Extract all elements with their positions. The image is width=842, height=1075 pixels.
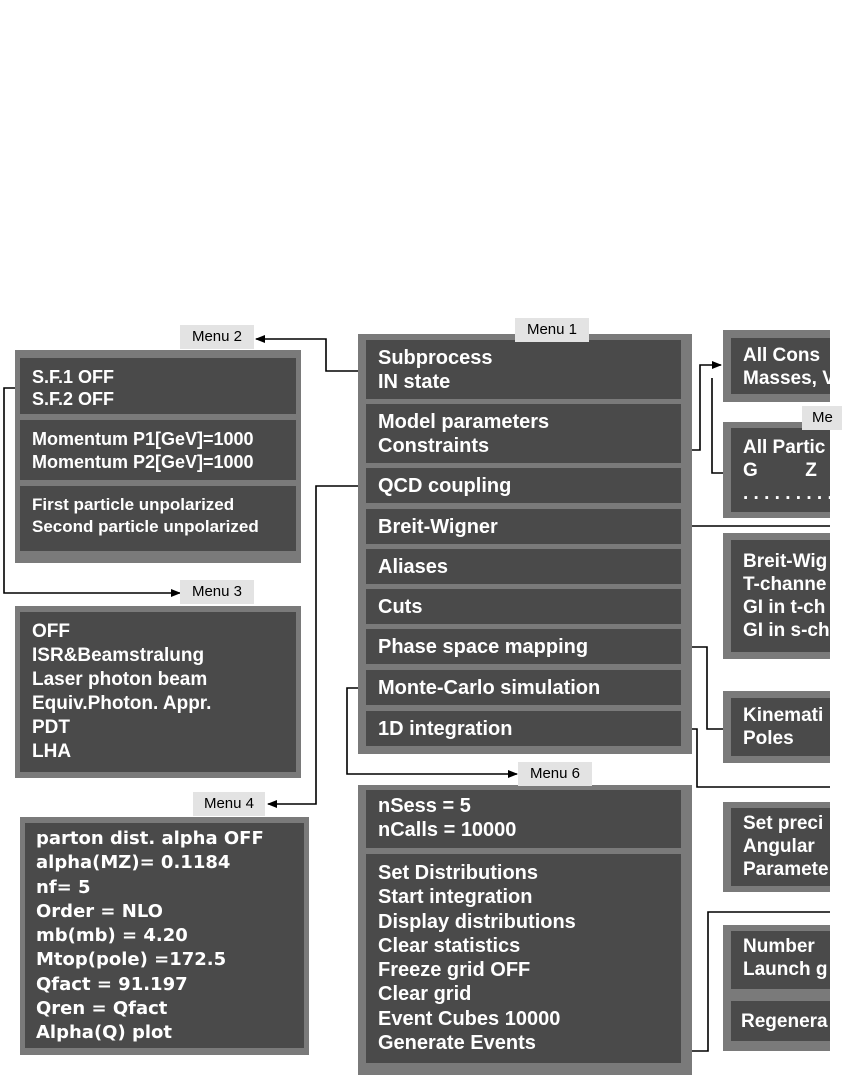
regenerate-item[interactable]: Regenera xyxy=(741,1011,828,1032)
menu3-item-equiv-photon[interactable]: Equiv.Photon. Appr. xyxy=(32,693,212,714)
menu1-item-cuts[interactable]: Cuts xyxy=(366,589,681,624)
constraints-label[interactable]: Constraints xyxy=(378,435,490,457)
set-distributions-item[interactable]: Set Distributions xyxy=(378,862,539,884)
kinematics-box[interactable] xyxy=(731,698,830,756)
menu1-item-breit-wigner[interactable]: Breit-Wigner xyxy=(366,509,681,544)
menu1-item-1d-integration[interactable]: 1D integration xyxy=(366,711,681,746)
menu4-item-alpha-mz[interactable]: alpha(MZ)= 0.1184 xyxy=(36,852,231,874)
menu4-item-qfact[interactable]: Qfact = 91.197 xyxy=(36,973,188,995)
particles-box[interactable] xyxy=(731,428,833,512)
all-constraints-item[interactable]: All Cons xyxy=(743,345,821,366)
generate-events-item[interactable]: Generate Events xyxy=(378,1032,536,1055)
menu6-actions-section[interactable] xyxy=(366,854,681,1063)
display-distributions-item[interactable]: Display distributions xyxy=(378,910,576,933)
model-parameters-label[interactable]: Model parameters xyxy=(378,411,550,433)
menu1-item-qcd-coupling[interactable]: QCD coupling xyxy=(366,468,681,503)
menu6-session-section[interactable] xyxy=(366,790,681,848)
set-precision-item[interactable]: Set preci xyxy=(743,813,824,834)
precision-box[interactable] xyxy=(731,808,830,886)
masses-item[interactable]: Masses, V xyxy=(743,368,835,389)
all-particles-item[interactable]: All Partic xyxy=(743,437,826,458)
breit-box[interactable] xyxy=(731,540,830,652)
menu1-item-model-parameters[interactable] xyxy=(366,404,681,463)
menu3-label: Menu 3 xyxy=(180,580,254,604)
momentum-p1-item[interactable]: Momentum P1[GeV]=1000 xyxy=(32,429,254,449)
menu3-item-lha[interactable]: LHA xyxy=(32,741,72,762)
menu4-item-mb[interactable]: mb(mb) = 4.20 xyxy=(36,925,188,947)
menu4-item-qren[interactable]: Qren = Qfact xyxy=(36,998,168,1020)
sf1-item[interactable]: S.F.1 OFF xyxy=(32,367,115,387)
menu3-item-isr[interactable]: ISR&Beamstralung xyxy=(32,645,205,666)
regenerate-box[interactable] xyxy=(731,1001,830,1041)
t-channel-item[interactable]: T-channe xyxy=(743,574,827,595)
event-cubes-item[interactable]: Event Cubes 10000 xyxy=(378,1007,561,1030)
menu1-label: Menu 1 xyxy=(515,318,589,342)
menu3-list[interactable] xyxy=(20,612,296,772)
poles-item[interactable]: Poles xyxy=(743,728,794,749)
menu5-label: Me xyxy=(802,406,842,430)
in-state-label[interactable]: IN state xyxy=(378,371,451,393)
constraints-box[interactable] xyxy=(731,338,835,394)
menu3-item-laser[interactable]: Laser photon beam xyxy=(32,669,208,690)
menu4-item-parton-dist[interactable]: parton dist. alpha OFF xyxy=(36,828,264,849)
angular-item[interactable]: Angular xyxy=(743,836,815,857)
menu2-sf-section[interactable] xyxy=(20,358,296,414)
menu6-label: Menu 6 xyxy=(518,762,592,786)
ncalls-item[interactable]: nCalls = 10000 xyxy=(378,819,517,841)
clear-grid-item[interactable]: Clear grid xyxy=(378,983,472,1006)
menu4-item-nf[interactable]: nf= 5 xyxy=(36,876,91,898)
parameters-item[interactable]: Paramete xyxy=(743,859,829,880)
number-box[interactable] xyxy=(731,931,830,989)
breit-wigner-item[interactable]: Breit-Wig xyxy=(743,551,828,572)
kinematics-item[interactable]: Kinemati xyxy=(743,705,824,726)
particles-dots-item: . . . . . . . . . xyxy=(743,483,833,504)
menu1-item-subprocess[interactable] xyxy=(366,340,681,399)
menu3-item-off[interactable]: OFF xyxy=(32,621,70,642)
menu3-item-pdt[interactable]: PDT xyxy=(32,717,70,738)
gi-s-channel-item[interactable]: GI in s-ch xyxy=(743,620,830,641)
menu4-list[interactable] xyxy=(25,823,304,1048)
menu2-momentum-section[interactable] xyxy=(20,420,296,480)
start-integration-item[interactable]: Start integration xyxy=(378,886,533,909)
gi-t-channel-item[interactable]: GI in t-ch xyxy=(743,597,826,618)
clear-statistics-item[interactable]: Clear statistics xyxy=(378,934,521,957)
menu1-item-monte-carlo[interactable]: Monte-Carlo simulation xyxy=(366,670,681,705)
menu4-item-alpha-plot[interactable]: Alpha(Q) plot xyxy=(36,1022,172,1044)
menu4-label: Menu 4 xyxy=(193,792,265,816)
momentum-p2-item[interactable]: Momentum P2[GeV]=1000 xyxy=(32,452,254,472)
sf2-item[interactable]: S.F.2 OFF xyxy=(32,389,115,409)
number-item[interactable]: Number xyxy=(743,936,815,957)
menu4-item-order[interactable]: Order = NLO xyxy=(36,900,163,922)
nsess-item[interactable]: nSess = 5 xyxy=(378,795,471,817)
menu1-item-phase-space-mapping[interactable]: Phase space mapping xyxy=(366,629,681,664)
menu4-item-mtop[interactable]: Mtop(pole) =172.5 xyxy=(36,949,227,971)
first-particle-item[interactable]: First particle unpolarized xyxy=(32,495,235,514)
menu2-label: Menu 2 xyxy=(180,325,254,349)
menu1-item-aliases[interactable]: Aliases xyxy=(366,549,681,584)
freeze-grid-item[interactable]: Freeze grid OFF xyxy=(378,959,531,982)
menu2-polarization-section[interactable] xyxy=(20,486,296,551)
particles-row-item[interactable]: G Z xyxy=(743,460,817,481)
launch-item[interactable]: Launch g xyxy=(743,959,828,980)
subprocess-label[interactable]: Subprocess xyxy=(378,347,493,369)
second-particle-item[interactable]: Second particle unpolarized xyxy=(32,517,259,536)
